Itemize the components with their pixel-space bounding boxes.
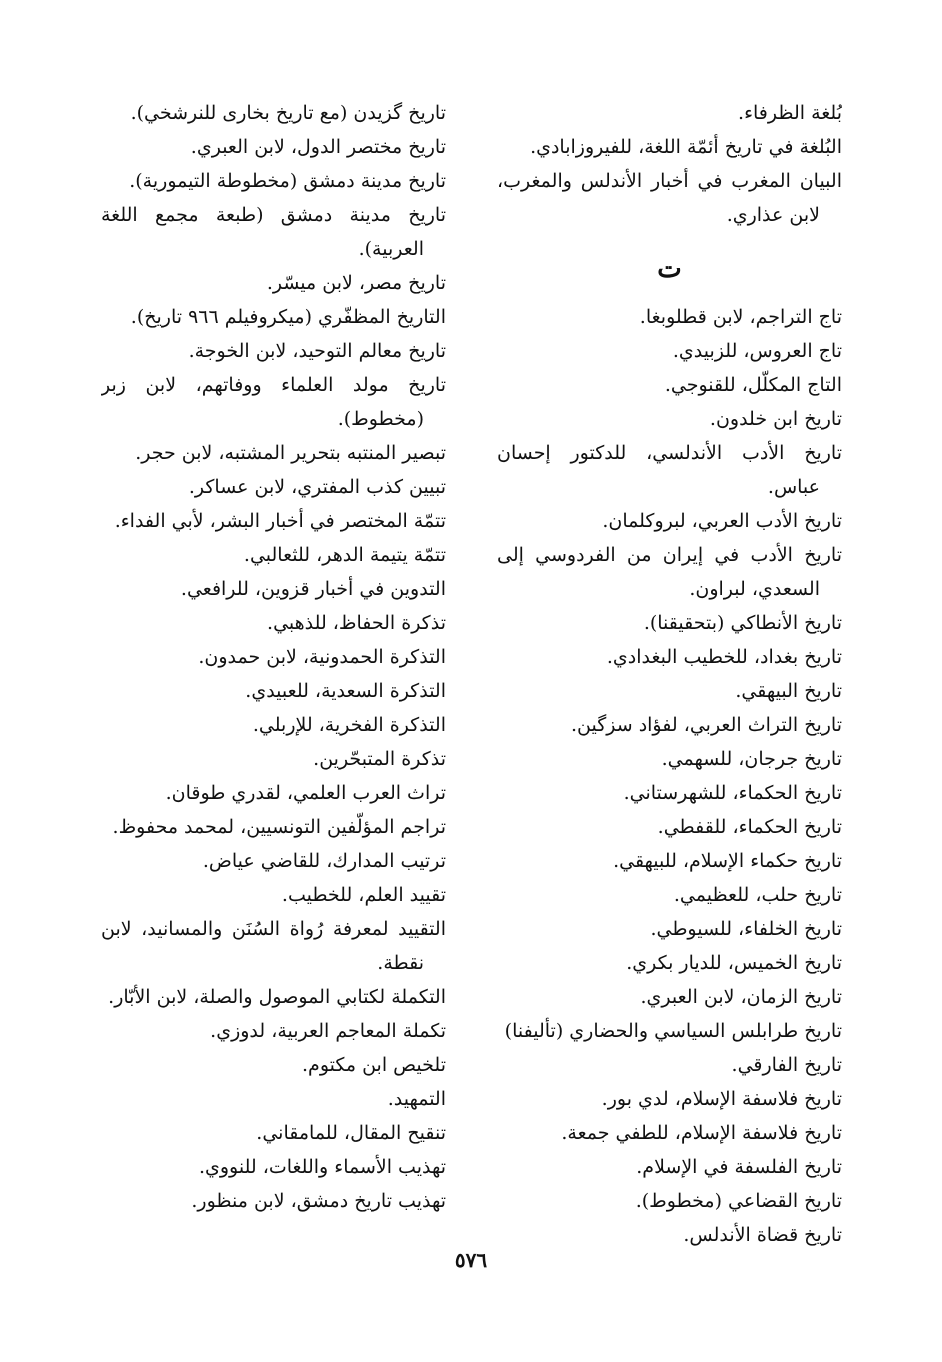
index-entry: التذكرة السعدية، للعبيدي. [245, 680, 446, 702]
index-entry: بُلغة الظرفاء. [738, 102, 842, 124]
index-entry: تاريخ ابن خلدون. [709, 408, 842, 430]
index-entry: تاريخ جرجان، للسهمي. [661, 748, 842, 770]
index-entry: تاريخ گزيدن (مع تاريخ بخارى للنرشخي). [130, 102, 446, 124]
index-entry: تذكرة الحفاظ، للذهبي. [267, 612, 446, 634]
index-entry: تاريخ مولد العلماء ووفاتهم، لابن زبر (مخطوط). [101, 374, 446, 430]
index-entry: تاريخ مختصر الدول، لابن العبري. [190, 136, 446, 158]
index-entry: تهذيب تاريخ دمشق، لابن منظور. [191, 1190, 446, 1212]
index-entry: تاريخ الخلفاء، للسيوطي. [650, 918, 842, 940]
index-entry: تبصير المنتبه بتحرير المشتبه، لابن حجر. [135, 442, 446, 464]
index-entry: تاريخ الأنطاكي (بتحقيقنا). [643, 612, 842, 634]
index-entry: تاريخ طرابلس السياسي والحضاري (تأليفنا) [504, 1020, 842, 1042]
index-entry: تاريخ الحكماء، للقفطي. [657, 816, 842, 838]
index-entry: تاريخ بغداد، للخطيب البغدادي. [606, 646, 842, 668]
index-entry: تاريخ الخميس، للديار بكري. [626, 952, 842, 974]
index-entry: التذكرة الفخرية، للإربلي. [252, 714, 446, 736]
index-entry: التمهيد. [387, 1088, 446, 1110]
right-column [497, 96, 842, 1252]
index-entry: تاريخ الأدب الأندلسي، للدكتور إحسان عباس. [497, 442, 842, 498]
index-entry: تراجم المؤلّفين التونسيين، لمحمد محفوظ. [112, 816, 446, 838]
page-number: ٥٧٦ [454, 1248, 488, 1272]
index-entry: تاريخ القضاعي (مخطوط). [635, 1190, 842, 1212]
index-entry: تاريخ الأدب في إيران من الفردوسي إلى السعدي، لبراون. [497, 544, 842, 600]
index-entry: البُلغة في تاريخ أئمّة اللغة، للفيروزابادي. [530, 136, 842, 158]
section-letter-heading: ت [657, 254, 682, 284]
index-entry: التذكرة الحمدونية، لابن حمدون. [198, 646, 446, 668]
index-entry: تراث العرب العلمي، لقدري طوقان. [165, 782, 446, 804]
index-entry: التكملة لكتابي الموصول والصلة، لابن الأبّار. [108, 986, 446, 1008]
index-entry: تاريخ الزمان، لابن العبري. [640, 986, 842, 1008]
index-entry: تاج العروس، للزبيدي. [672, 340, 842, 362]
index-entry: تاريخ مدينة دمشق (طبعة مجمع اللغة العربية). [101, 204, 446, 260]
index-entry: تاريخ حلب، للعظيمي. [673, 884, 842, 906]
index-entry: تقييد العلم، للخطيب. [281, 884, 446, 906]
index-entry: ترتيب المدارك، للقاضي عياض. [202, 850, 446, 872]
index-entry: تاريخ مدينة دمشق (مخطوطة التيمورية). [129, 170, 446, 192]
index-entry: تلخيص ابن مكتوم. [302, 1054, 446, 1076]
index-entry: تاريخ فلاسفة الإسلام، للطفي جمعة. [561, 1122, 842, 1144]
index-entry: تبيين كذب المفتري، لابن عساكر. [188, 476, 446, 498]
index-entry: تاريخ الفارقي. [731, 1054, 842, 1076]
index-entry: تهذيب الأسماء واللغات، للنووي. [198, 1156, 446, 1178]
index-entry: تاريخ قضاة الأندلس. [683, 1224, 842, 1246]
index-entry: التاريخ المظفّري (ميكروفيلم ٩٦٦ تاريخ). [130, 306, 446, 328]
index-entry: تكملة المعاجم العربية، لدوزي. [210, 1020, 446, 1042]
index-entry: تاج التراجم، لابن قطلوبغا. [639, 306, 842, 328]
index-entry: تتمّة المختصر في أخبار البشر، لأبي الفداء. [114, 510, 446, 532]
index-entry: التدوين في أخبار قزوين، للرافعي. [180, 578, 446, 600]
index-entry: التاج المكلّل، للقنوجي. [664, 374, 842, 396]
index-entry: تاريخ الفلسفة في الإسلام. [636, 1156, 842, 1178]
index-entry: تاريخ مصر، لابن ميسّر. [266, 272, 446, 294]
index-entry: تاريخ الحكماء، للشهرستاني. [623, 782, 842, 804]
index-entry: تاريخ البيهقي. [735, 680, 842, 702]
index-entry: البيان المغرب في أخبار الأندلس والمغرب، لابن عذاري. [497, 170, 842, 226]
index-entry: تاريخ الأدب العربي، لبروكلمان. [602, 510, 842, 532]
index-entry: تذكرة المتبحّرين. [313, 748, 446, 770]
index-entry: تتمّة يتيمة الدهر، للثعالبي. [243, 544, 446, 566]
index-entry: تنقيح المقال، للمامقاني. [256, 1122, 446, 1144]
index-entry: تاريخ حكماء الإسلام، للبيهقي. [613, 850, 842, 872]
index-entry: تاريخ التراث العربي، لفؤاد سزگين. [570, 714, 842, 736]
index-entry: التقييد لمعرفة رُواة السُنَن والمسانيد، لابن نقطة. [101, 918, 446, 974]
index-entry: تاريخ معالم التوحيد، لابن الخوجة. [188, 340, 446, 362]
index-entry: تاريخ فلاسفة الإسلام، لدي بور. [601, 1088, 842, 1110]
left-column [101, 96, 446, 1218]
